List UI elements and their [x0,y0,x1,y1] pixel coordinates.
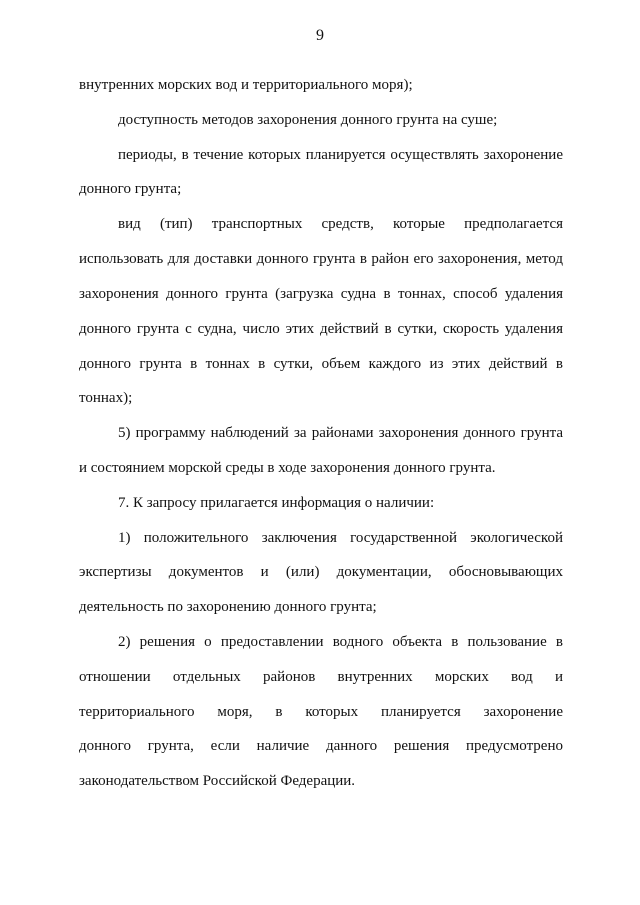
text-line: 2) решения о предоставлении водного объекта в пользование в [118,634,563,650]
text-line: донного грунта; [79,181,182,197]
text-line: тоннах); [79,390,133,406]
text-line: периоды, в течение которых планируется осуществлять захоронение [118,147,563,163]
text-line: отношении отдельных районов внутренних морских вод и [79,669,563,685]
text-line: и состоянием морской среды в ходе захоронения донного грунта. [79,460,496,476]
text-line: использовать для доставки донного грунта в район его захоронения, метод [79,251,563,267]
text-line: внутренних морских вод и территориального моря); [79,77,413,93]
text-line: 5) программу наблюдений за районами захоронения донного грунта [118,425,563,441]
text-line: вид (тип) транспортных средств, которые предполагается [118,216,563,232]
text-line: доступность методов захоронения донного грунта на суше; [118,112,498,128]
page-number: 9 [316,27,324,44]
text-line: 7. К запросу прилагается информация о наличии: [118,495,435,511]
text-line: донного грунта в тоннах в сутки, объем каждого из этих действий в [79,356,563,372]
text-line: донного грунта, если наличие данного решения предусмотрено [79,738,563,754]
text-line: донного грунта с судна, число этих действий в сутки, скорость удаления [79,321,563,337]
text-line: 1) положительного заключения государственной экологической [118,530,563,546]
text-line: законодательством Российской Федерации. [79,773,356,789]
text-line: захоронения донного грунта (загрузка судна в тоннах, способ удаления [79,286,563,302]
text-line: деятельность по захоронению донного грунта; [79,599,377,615]
text-line: территориального моря, в которых планируется захоронение [79,704,563,720]
text-line: экспертизы документов и (или) документации, обосновывающих [79,564,563,580]
